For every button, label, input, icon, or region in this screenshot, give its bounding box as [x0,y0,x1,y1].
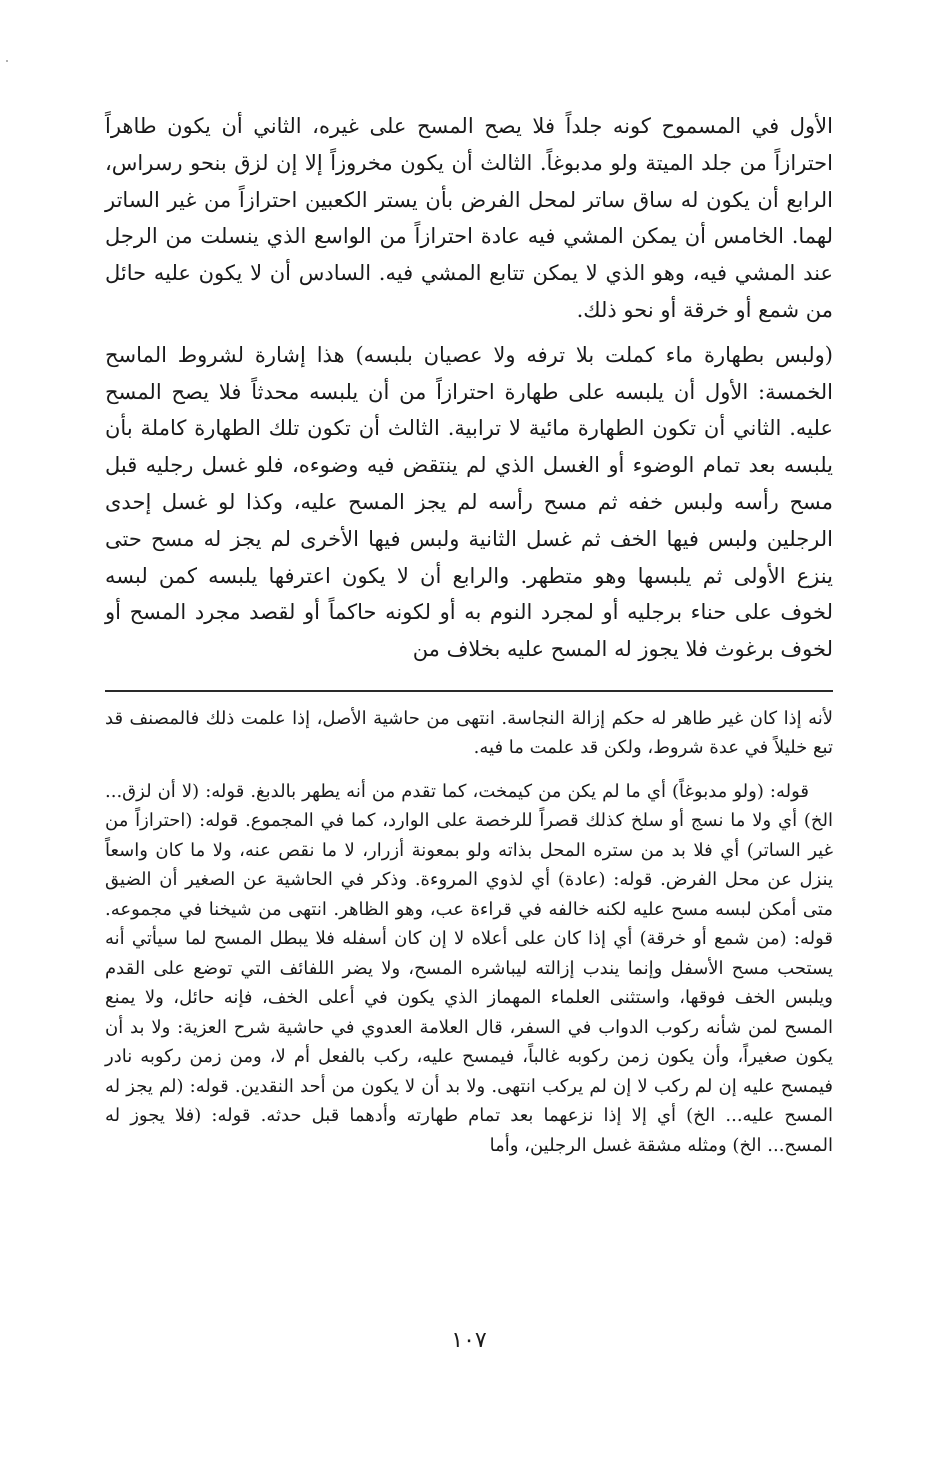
main-text [105,108,833,668]
page-number: ١٠٧ [451,1328,487,1353]
footnote-divider [105,690,833,692]
main-paragraph-2: (ولبس بطهارة ماء كملت بلا ترفه ولا عصيان بلبسه) هذا إشارة لشروط الماسح الخمسة: الأول أن يلبسه على طهارة احترازاً من أن يلبسه محدثاً فلا يصح المسح عليه. الثاني أن تكون الطهارة مائية لا ترابية. الثالث أن تكون تلك الطهارة كاملة بأن يلبسه بعد تمام الوضوء أو الغسل الذي لم ينتقض فيه وضوءه، فلو غسل رجليه قبل مسح رأسه ولبس خفه ثم مسح رأسه لم يجز المسح عليه، وكذا لو غسل إحدى الرجلين ولبس فيها الخف ثم غسل الثانية ولبس فيها الأخرى لم يجز له مسح حتى ينزع الأولى ثم يلبسها وهو متطهر. والرابع أن لا يكون اعترفها يلبسه كمن لبسه لخوف على حناء برجليه أو لمجرد النوم به أو لكونه حاكماً أو لقصد مجرد المسح أو لخوف برغوث فلا يجوز له المسح عليه بخلاف من [105,342,833,662]
footnotes [105,704,833,1161]
scan-speck [6,60,8,62]
footnote-paragraph-1: لأنه إذا كان غير طاهر له حكم إزالة النجاسة. انتهى من حاشية الأصل، إذا علمت ذلك فالمصنف قد تبع خليلاً في عدة شروط، ولكن قد علمت ما فيه. [105,707,833,759]
page-body [105,108,833,1160]
main-paragraph-1: الأول في المسموح كونه جلداً فلا يصح المسح على غيره، الثاني أن يكون طاهراً احترازاً من جلد الميتة ولو مدبوغاً. الثالث أن يكون مخروزاً إلا إن لزق بنحو رسراس، الرابع أن يكون له ساق ساتر لمحل الفرض بأن يستر الكعبين احترازاً من غير الساتر لهما. الخامس أن يمكن المشي فيه عادة احترازاً من الواسع الذي ينسلت من الرجل عند المشي فيه، وهو الذي لا يمكن تتابع المشي فيه. السادس أن لا يكون عليه حائل من شمع أو خرقة أو نحو ذلك. [105,114,833,322]
footnote-paragraph-2: قوله: (ولو مدبوغاً) أي ما لم يكن من كيمخت، كما تقدم من أنه يطهر بالدبغ. قوله: (لا أن لزق... الخ) أي ولا ما نسج أو سلخ كذلك قصراً للرخصة على الوارد، كما في المجموع. قوله: (احترازاً من غير الساتر) أي فلا بد من ستره المحل بذاته ولو بمعونة أزرار، لا ما نقص عنه، ولا ما كان واسعاً ينزل عن محل الفرض. قوله: (عادة) أي لذوي المروءة. وذكر في الحاشية عن الصغير أن الضيق متى أمكن لبسه مسح عليه لكنه خالفه في قراءة عب، وهو الظاهر. انتهى من شيخنا في مجموعه. قوله: (من شمع أو خرقة) أي إذا كان على أعلاه لا إن كان أسفله فلا يبطل المسح لما سيأتي أنه يستحب مسح الأسفل وإنما يندب إزالته ليباشره المسح، ولا يضر اللفائف التي توضع على القدم ويلبس الخف فوقها، واستثنى العلماء المهماز الذي يكون في أعلى الخف، فإنه حائل، ولا يمنع المسح لمن شأنه ركوب الدواب في السفر، قال العلامة العدوي في حاشية شرح العزية: ولا بد أن يكون صغيراً، وأن يكون زمن ركوبه غالباً، فيمسح عليه، ركب بالفعل أم لا، ومن زمن ركوبه نادر فيمسح عليه إن لم ركب لا إن لم يركب انتهى. ولا بد أن لا يكون من أحد النقدين. قوله: (لم يجز له المسح عليه... الخ) أي إلا إذا نزعهما بعد تمام طهارته وأدهما قبل حدثه. قوله: (فلا يجوز له المسح... الخ) ومثله مشقة غسل الرجلين، وأما [105,780,833,1156]
